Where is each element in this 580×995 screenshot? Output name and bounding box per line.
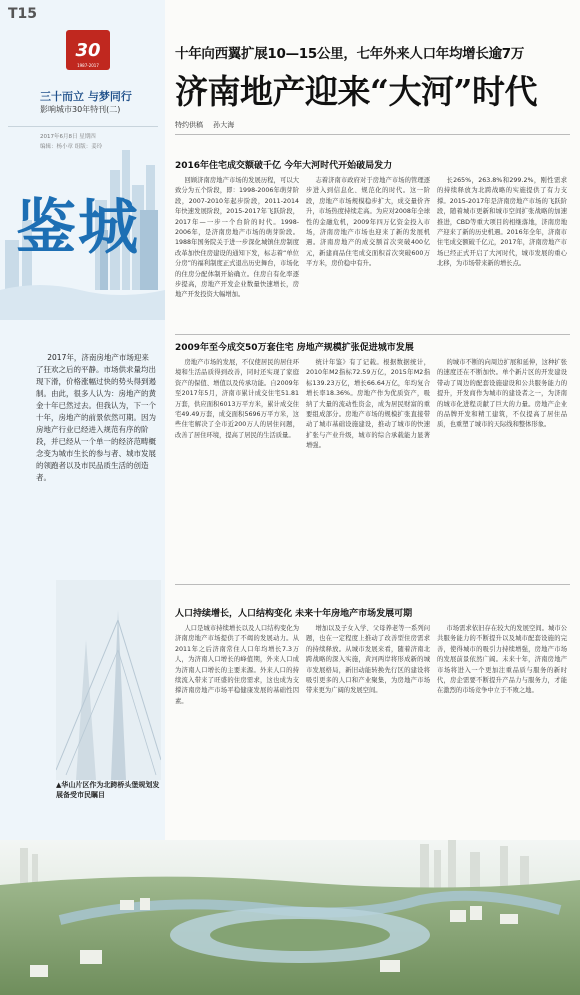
bridge-tower-illustration xyxy=(56,580,161,780)
aerial-city-rendering xyxy=(0,840,580,995)
section-3-column-2: 增加以及子女入学、父母养老等一系列问题，也在一定程度上推动了改善型住房需求的持续释放。从城市发展来看，随着济南北跨战略的深入实施，黄河两岸将形成新的城市发展格局，新旧动能转换先行区的建设将吸引更多的人口和产业聚集，为房地产市场带来更为广阔的发展空间。 xyxy=(306,625,430,695)
article-subheadline: 十年向西翼扩展10—15公里，七年外来人口年均增长逾7万 xyxy=(175,46,525,62)
column-section-title: 鉴城 xyxy=(16,193,140,263)
byline-author: 孙大海 xyxy=(213,121,235,129)
section-1-column-2: 志着济南市政府对于房地产市场的管理逐步进入到信息化、规范化的时代。这一阶段，房地产市场规模稳步扩大，成交量价齐升，市场热度持续走高。为应对2008年全球性的金融危机，2009年四万亿资金投入市场，济南房地产市场也迎来了新的发展机遇。济南房地产的成交额首次突破400亿元，新建商品住宅成交面积首次突破600万平方米，房价稳中有升。 xyxy=(306,177,430,268)
anniversary-logo xyxy=(66,30,110,70)
article-byline xyxy=(175,120,242,130)
sidebar-divider xyxy=(8,126,158,127)
sidebar-panel xyxy=(0,0,165,840)
section-divider xyxy=(175,584,570,585)
photo-caption-text: 华山片区作为北跨桥头堡规划发展备受市民瞩目 xyxy=(56,781,160,799)
header-divider xyxy=(175,134,570,135)
page-number: T15 xyxy=(8,6,38,22)
article-headline: 济南地产迎来“大河”时代 xyxy=(175,72,537,111)
column-intro-text: 2017年，济南房地产市场迎来了狂欢之后的平静。市场供求量均出现下滑，价格涨幅过快的势头得到遏制。由此，很多人认为：房地产的黄金十年已然过去。但我认为，下一个十年，房地产的前景依然可期。因为房地产行业已经进入规范有序的阶段，并已经从一个单一的经济范畴概念变为城市生长的参与者、城市发展的领跑者以及市民品质生活的创造者。 xyxy=(36,353,156,482)
section-divider xyxy=(175,334,570,335)
section-3-column-1: 人口是城市持续增长以及人口结构变化为济南房地产市场提供了不竭的发展动力。从2011年之后济南常住人口年均增长7.3万人，为济南人口增长的峰值期，外来人口成为济南人口增长的主要来源。外来人口的持续流入带来了旺盛的住房需求，这也成为支撑济南房地产市场平稳健康发展的基础性因素。 xyxy=(175,625,299,705)
section-3-column-3: 市场需求依旧存在较大的发展空间。城市公共服务能力的不断提升以及城市配套设施的完善，使得城市的吸引力持续增强，房地产市场的发展前景依然广阔。未来十年，济南房地产市场将进入一个更加注重品质与服务的新时代，房企需要不断提升产品力与服务力，才能在激烈的市场竞争中立于不败之地。 xyxy=(437,625,567,695)
section-1-column-3: 长265%，263.8%和299.2%，刚性需求的持续释放为北跨战略的实施提供了有力支撑。2015-2017年是济南房地产市场的飞跃阶段，随着城市更新和城市空间扩张战略的加速推进，CBD等重大项目的相继落地，济南房地产迎来了新的历史机遇。2016年全年，济南市住宅成交额破千亿元，2017年，济南房地产市场已经正式开启了大河时代，城市发展的重心北移，为市场带来新的增长点。 xyxy=(437,177,567,268)
anniversary-slogan: 三十而立 与梦同行 xyxy=(40,90,132,103)
special-series-title: 影响城市30年特刊(二) xyxy=(40,105,121,114)
editor-credits: 编辑：杨小章 组版：姜玲 xyxy=(40,144,103,150)
section-1-column-1: 回顾济南房地产市场的发展历程，可以大致分为五个阶段，即：1998-2006年萌芽阶段，2007-2010年起步阶段，2011-2014年快速发展阶段，2015-2017年飞跃阶段，2017年—一步一个台阶的时代。1998-2006年，是济南房地产市场的萌芽阶段。1988年国务院关于进一步深化城镇住房制度改革加快住房建设的通知下发，标志着“单位分房”的福利制度正式退出历史舞台，市场化的住房分配体制开始确立。住房自有化率逐步提高，房地产开发企业数量快速增长，房地产开发投资大幅增加。 xyxy=(175,177,299,299)
section-2-column-1: 房地产市场的发展，不仅使居民的居住环境和生活品质得到改善，同时还实现了家庭资产的保值、增值以及传承功能。自2009年至2017年5月，济南市累计成交住宅51.81万套，供应面积6013万平方米，累计成交住宅49.49万套，成交面积5696万平方米，这些住宅解决了全市近200万人的居住问题，改善了居住环境，提高了居民的生活质量。 xyxy=(175,359,299,439)
section-2-title: 2009年至今成交50万套住宅 房地产规模扩张促进城市发展 xyxy=(175,343,414,353)
section-2-column-2: 统计年鉴》有了记载。根据数据统计，2010年M2指标72.59万亿，2015年M2指标139.23万亿，增长66.64万亿，年均复合增长率18.36%。房地产作为优质资产，吸纳了大量的流动性资金，成为居民财富的重要组成部分。房地产市场的规模扩张直接带动了城市基础设施建设，推动了城市的快速扩张与产业升级，城市的综合承载能力显著增强。 xyxy=(306,359,430,450)
byline-role: 特约供稿 xyxy=(175,121,203,129)
section-1-title: 2016年住宅成交额破千亿 今年大河时代开始破局发力 xyxy=(175,161,393,171)
issue-date: 2017年6月8日 星期四 xyxy=(40,134,96,140)
logo-caption: 1987-2017 xyxy=(77,63,99,68)
section-3-title: 人口持续增长，人口结构变化 未来十年房地产市场发展可期 xyxy=(175,609,413,619)
logo-number: 30 xyxy=(75,39,101,61)
section-2-column-3: 的城市不断的向周边扩展和延伸，这种扩张的速度还在不断加快。单个新片区的开发建设带动了周边的配套设施建设和公共服务能力的提升，开发商作为城市的建设者之一，为济南的城市化进程贡献了巨大的力量。房地产企业的品牌开发和精工建筑，不仅提高了居住品质，也重塑了城市的天际线和整体形象。 xyxy=(437,359,567,429)
photo-caption: ▲华山片区作为北跨桥头堡规划发展备受市民瞩目 xyxy=(56,781,160,799)
